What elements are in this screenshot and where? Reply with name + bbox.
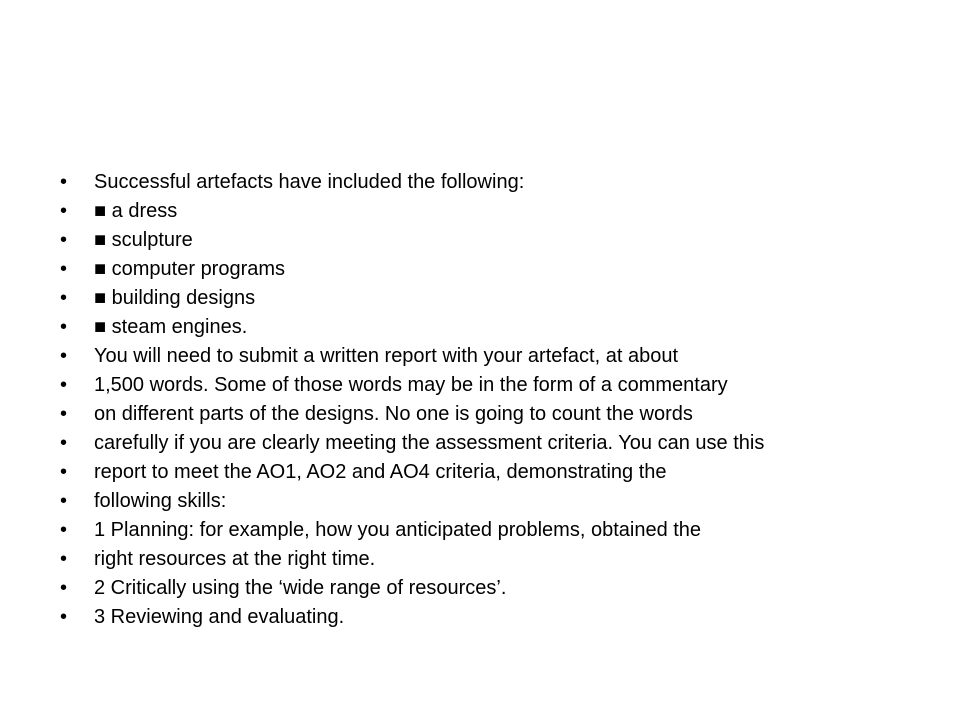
bullet-item-0	[60, 168, 764, 197]
bullet-text: 3 Reviewing and evaluating.	[94, 606, 345, 628]
bullet-text: on different parts of the designs. No one is going to count the words	[94, 403, 693, 425]
bullet-item-7	[60, 371, 764, 400]
bullet-dot-icon: •	[60, 258, 68, 280]
bullet-dot-icon: •	[60, 519, 68, 541]
bullet-dot-icon: •	[60, 229, 68, 251]
bullet-item-10	[60, 458, 764, 487]
bullet-item-8	[60, 400, 764, 429]
bullet-item-6	[60, 342, 764, 371]
bullet-dot-icon: •	[60, 345, 68, 367]
bullet-dot-icon: •	[60, 403, 68, 425]
bullet-dot-icon: •	[60, 200, 68, 222]
bullet-dot-icon: •	[60, 432, 68, 454]
bullet-text: 1 Planning: for example, how you anticipated problems, obtained the	[94, 519, 702, 541]
bullet-item-13	[60, 545, 764, 574]
bullet-text: report to meet the AO1, AO2 and AO4 criteria, demonstrating the	[94, 461, 667, 483]
bullet-dot-icon: •	[60, 461, 68, 483]
bullet-text: ■ building designs	[94, 287, 256, 309]
bullet-item-4	[60, 284, 764, 313]
bullet-text: ■ a dress	[94, 200, 178, 222]
bullet-dot-icon: •	[60, 490, 68, 512]
bullet-text: ■ steam engines.	[94, 316, 248, 338]
bullet-dot-icon: •	[60, 171, 68, 193]
bullet-text: Successful artefacts have included the following:	[94, 171, 525, 193]
bullet-dot-icon: •	[60, 374, 68, 396]
bullet-text: ■ computer programs	[94, 258, 286, 280]
bullet-item-12	[60, 516, 764, 545]
bullet-dot-icon: •	[60, 606, 68, 628]
bullet-dot-icon: •	[60, 548, 68, 570]
bullet-item-14	[60, 574, 764, 603]
bullet-dot-icon: •	[60, 287, 68, 309]
bullet-item-2	[60, 226, 764, 255]
bullet-item-11	[60, 487, 764, 516]
bullet-dot-icon: •	[60, 577, 68, 599]
bullet-text: You will need to submit a written report with your artefact, at about	[94, 345, 679, 367]
bullet-item-1	[60, 197, 764, 226]
bullet-text: following skills:	[94, 490, 227, 512]
bullet-text: ■ sculpture	[94, 229, 193, 251]
bullet-text: right resources at the right time.	[94, 548, 376, 570]
bullet-item-15	[60, 603, 764, 632]
bullet-text: 1,500 words. Some of those words may be in the form of a commentary	[94, 374, 728, 396]
bullet-text: carefully if you are clearly meeting the assessment criteria. You can use this	[94, 432, 765, 454]
bullet-dot-icon: •	[60, 316, 68, 338]
bullet-item-3	[60, 255, 764, 284]
bullet-item-5	[60, 313, 764, 342]
bullet-item-9	[60, 429, 764, 458]
bullet-text: 2 Critically using the ‘wide range of resources’.	[94, 577, 507, 599]
bullet-list	[60, 168, 764, 632]
